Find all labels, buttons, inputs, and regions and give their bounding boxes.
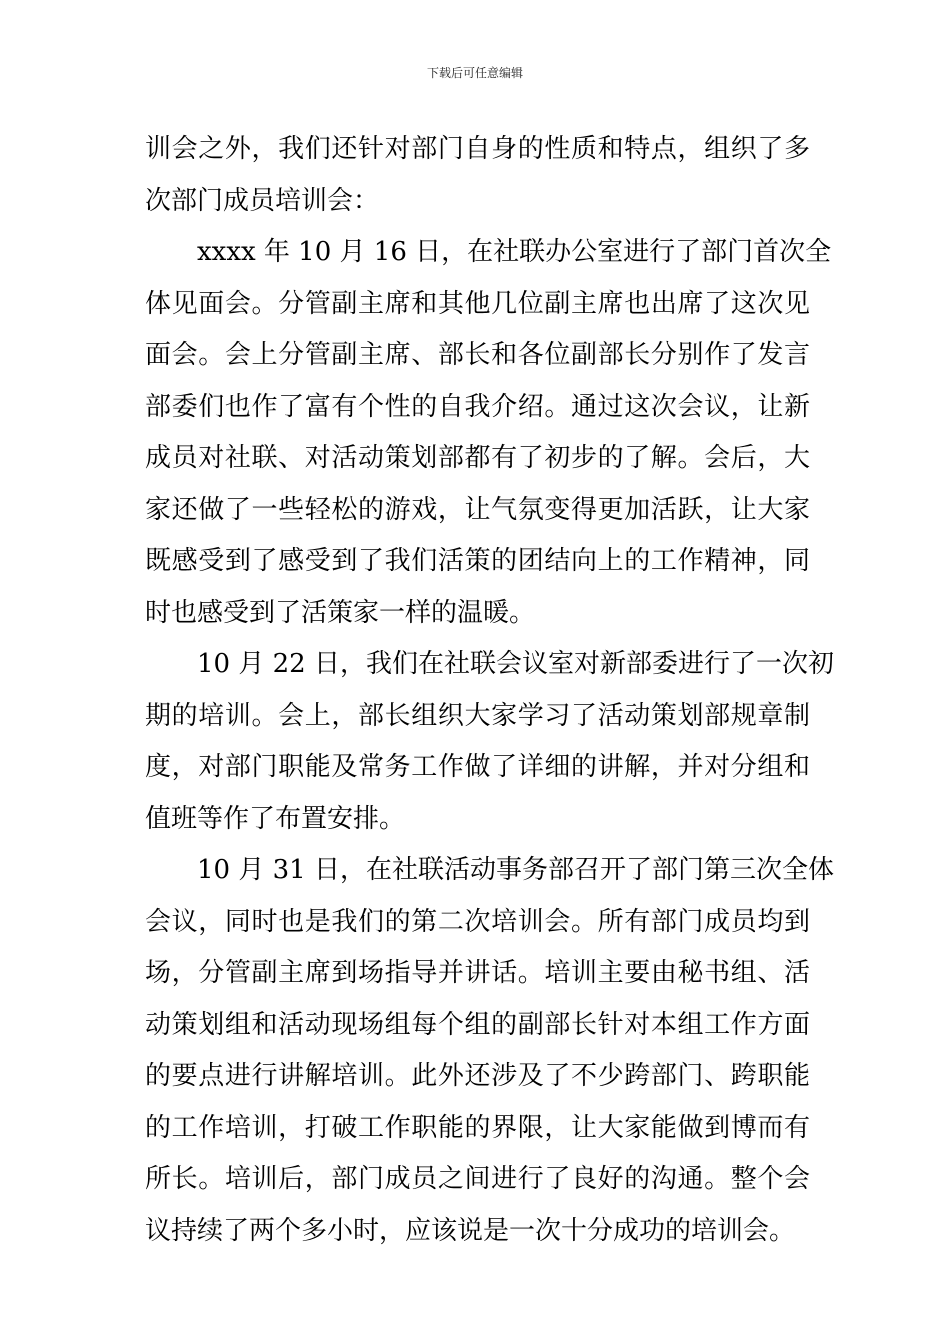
paragraph	[145, 639, 834, 845]
text-line: 10 月 22 日，我们在社联会议室对新部委进行了一次初	[197, 649, 834, 679]
text-line: 动策划组和活动现场组每个组的副部长针对本组工作方面	[145, 1009, 810, 1040]
text-line: 训会之外，我们还针对部门自身的性质和特点，组织了多	[145, 134, 810, 164]
text-line: 面会。会上分管副主席、部长和各位副部长分别作了发言	[145, 340, 810, 370]
text-line: 10 月 31 日，在社联活动事务部召开了部门第三次全体	[197, 855, 834, 885]
text-line: 场，分管副主席到场指导并讲话。培训主要由秘书组、活	[145, 958, 810, 988]
text-line: 时也感受到了活策家一样的温暖。	[145, 597, 536, 628]
text-line: 的工作培训，打破工作职能的界限，让大家能做到博而有	[145, 1112, 810, 1143]
text-line: 家还做了一些轻松的游戏，让气氛变得更加活跃，让大家	[145, 494, 810, 525]
text-line: 度，对部门职能及常务工作做了详细的讲解，并对分组和	[145, 752, 810, 782]
text-line: 议持续了两个多小时，应该说是一次十分成功的培训会。	[145, 1215, 796, 1246]
text-line: 所长。培训后，部门成员之间进行了良好的沟通。整个会	[145, 1164, 810, 1194]
paragraph	[145, 124, 810, 227]
text-line: 次部门成员培训会：	[145, 185, 380, 216]
text-line: 体见面会。分管副主席和其他几位副主席也出席了这次见	[145, 288, 810, 319]
paragraph	[145, 845, 834, 1257]
document-body	[145, 124, 834, 1257]
text-line: 的要点进行讲解培训。此外还涉及了不少跨部门、跨职能	[145, 1061, 810, 1091]
text-line: 值班等作了布置安排。	[145, 803, 406, 834]
text-line: 会议，同时也是我们的第二次培训会。所有部门成员均到	[145, 906, 810, 937]
paragraph	[145, 227, 832, 639]
text-line: xxxx 年 10 月 16 日，在社联办公室进行了部门首次全	[197, 237, 832, 267]
text-line: 部委们也作了富有个性的自我介绍。通过这次会议，让新	[145, 391, 810, 422]
text-line: 成员对社联、对活动策划部都有了初步的了解。会后，大	[145, 443, 810, 473]
text-line: 期的培训。会上，部长组织大家学习了活动策划部规章制	[145, 700, 810, 731]
text-line: 既感受到了感受到了我们活策的团结向上的工作精神，同	[145, 546, 810, 576]
page-header: 下载后可任意编辑	[426, 66, 523, 80]
